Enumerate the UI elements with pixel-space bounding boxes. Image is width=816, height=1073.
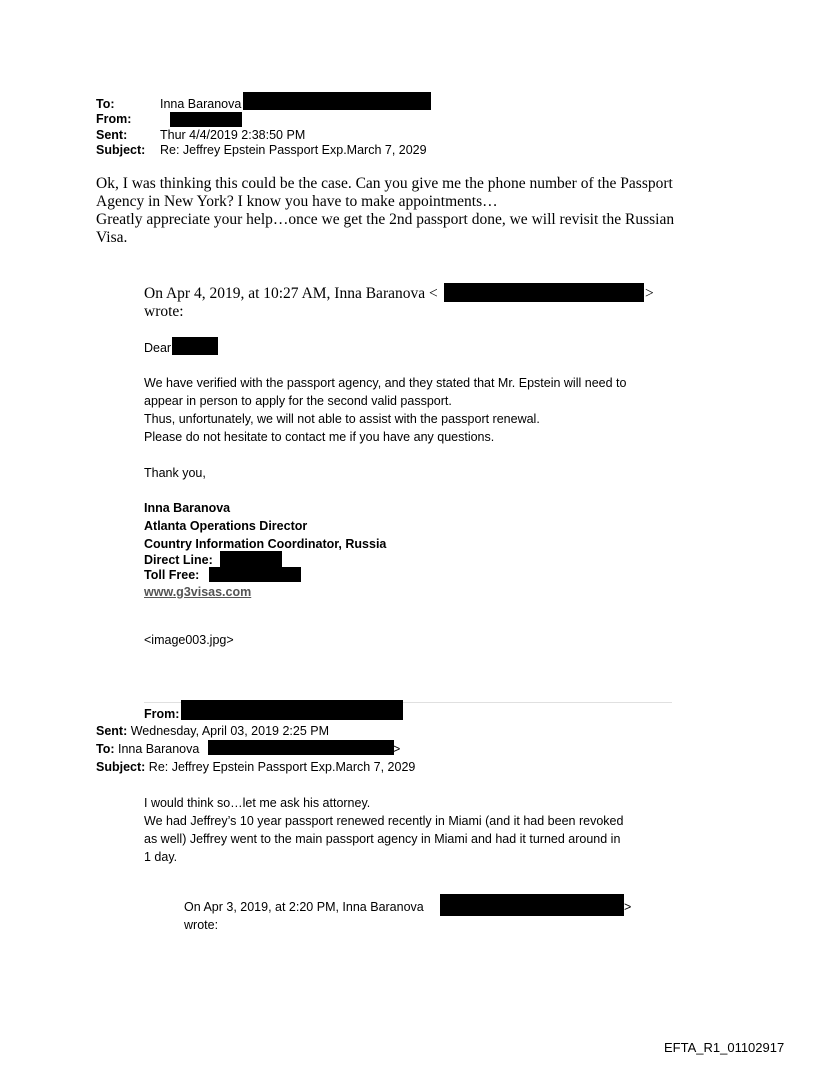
- redaction-phone: [220, 551, 282, 568]
- redaction-from: [181, 700, 403, 720]
- quote-intro: On Apr 3, 2019, at 2:20 PM, Inna Baranova: [184, 900, 424, 914]
- subject-value: Re: Jeffrey Epstein Passport Exp.March 7, 2029: [160, 143, 427, 157]
- forward-sent-value: Wednesday, April 03, 2019 2:25 PM: [127, 724, 329, 738]
- forward-to-label: To:: [96, 742, 115, 756]
- website-link[interactable]: [144, 583, 251, 601]
- reply-line: Greatly appreciate your help…once we get the 2nd passport done, we will revisit the Russian: [96, 211, 675, 228]
- signature-name: Inna Baranova: [144, 501, 231, 515]
- body-line: Please do not hesitate to contact me if you have any questions.: [144, 430, 495, 444]
- quote-intro-text: On Apr 4, 2019, at 10:27 AM, Inna Baranova <: [144, 285, 438, 302]
- quote-intro: [144, 285, 438, 303]
- forward-to-suffix: >: [393, 742, 401, 756]
- forward-subject-value: Re: Jeffrey Epstein Passport Exp.March 7, 2029: [145, 760, 416, 774]
- forward-subject: [96, 759, 415, 776]
- sign-off: Thank you,: [144, 466, 206, 480]
- document-id: EFTA_R1_01102917: [664, 1040, 785, 1055]
- body-line: 1 day.: [144, 850, 178, 864]
- redaction-phone: [209, 567, 301, 582]
- body-line: Thus, unfortunately, we will not able to assist with the passport renewal.: [144, 412, 540, 426]
- body-line: as well) Jeffrey went to the main passport agency in Miami and had it turned around in: [144, 832, 621, 846]
- forward-sent-label: Sent:: [96, 724, 128, 738]
- website-link-text[interactable]: www.g3visas.com: [144, 585, 252, 599]
- sent-label: Sent:: [96, 128, 128, 142]
- body-line: appear in person to apply for the second valid passport.: [144, 394, 452, 408]
- forward-subject-label: Subject:: [96, 760, 146, 774]
- redaction-email: [440, 894, 624, 916]
- body-line: We have verified with the passport agency, and they stated that Mr. Epstein will need to: [144, 376, 627, 390]
- to-value: Inna Baranova: [160, 97, 242, 111]
- redaction-name: [172, 337, 218, 355]
- body-line: I would think so…let me ask his attorney.: [144, 796, 371, 810]
- toll-free-label: Toll Free:: [144, 568, 200, 582]
- reply-line: Ok, I was thinking this could be the case. Can you give me the phone number of the Passport: [96, 175, 673, 192]
- redaction-to-email: [243, 92, 431, 110]
- direct-line-label: Direct Line:: [144, 553, 213, 567]
- signature-role: Country Information Coordinator, Russia: [144, 537, 387, 551]
- forward-sent: [96, 723, 329, 740]
- quote-intro-suffix: >: [624, 900, 632, 914]
- reply-line: Visa.: [96, 229, 128, 246]
- forward-to-value: Inna Baranova: [114, 742, 200, 756]
- redaction-email: [444, 283, 644, 302]
- redaction-from: [170, 112, 242, 127]
- forward-to: [96, 741, 199, 758]
- body-line: We had Jeffrey’s 10 year passport renewed recently in Miami (and it had been revoked: [144, 814, 624, 828]
- quote-intro-suffix: >: [645, 285, 654, 302]
- to-label: To:: [96, 97, 115, 111]
- greeting: Dear: [144, 341, 172, 355]
- attachment-placeholder: <image003.jpg>: [144, 633, 234, 647]
- quote-wrote: wrote:: [184, 918, 219, 932]
- signature-title: Atlanta Operations Director: [144, 519, 308, 533]
- sent-value: Thur 4/4/2019 2:38:50 PM: [160, 128, 306, 142]
- quote-wrote: wrote:: [144, 303, 184, 320]
- forward-from-label: From:: [144, 707, 180, 721]
- redaction-email: [208, 740, 394, 755]
- reply-line: Agency in New York? I know you have to make appointments…: [96, 193, 498, 210]
- from-label: From:: [96, 112, 132, 126]
- subject-label: Subject:: [96, 143, 146, 157]
